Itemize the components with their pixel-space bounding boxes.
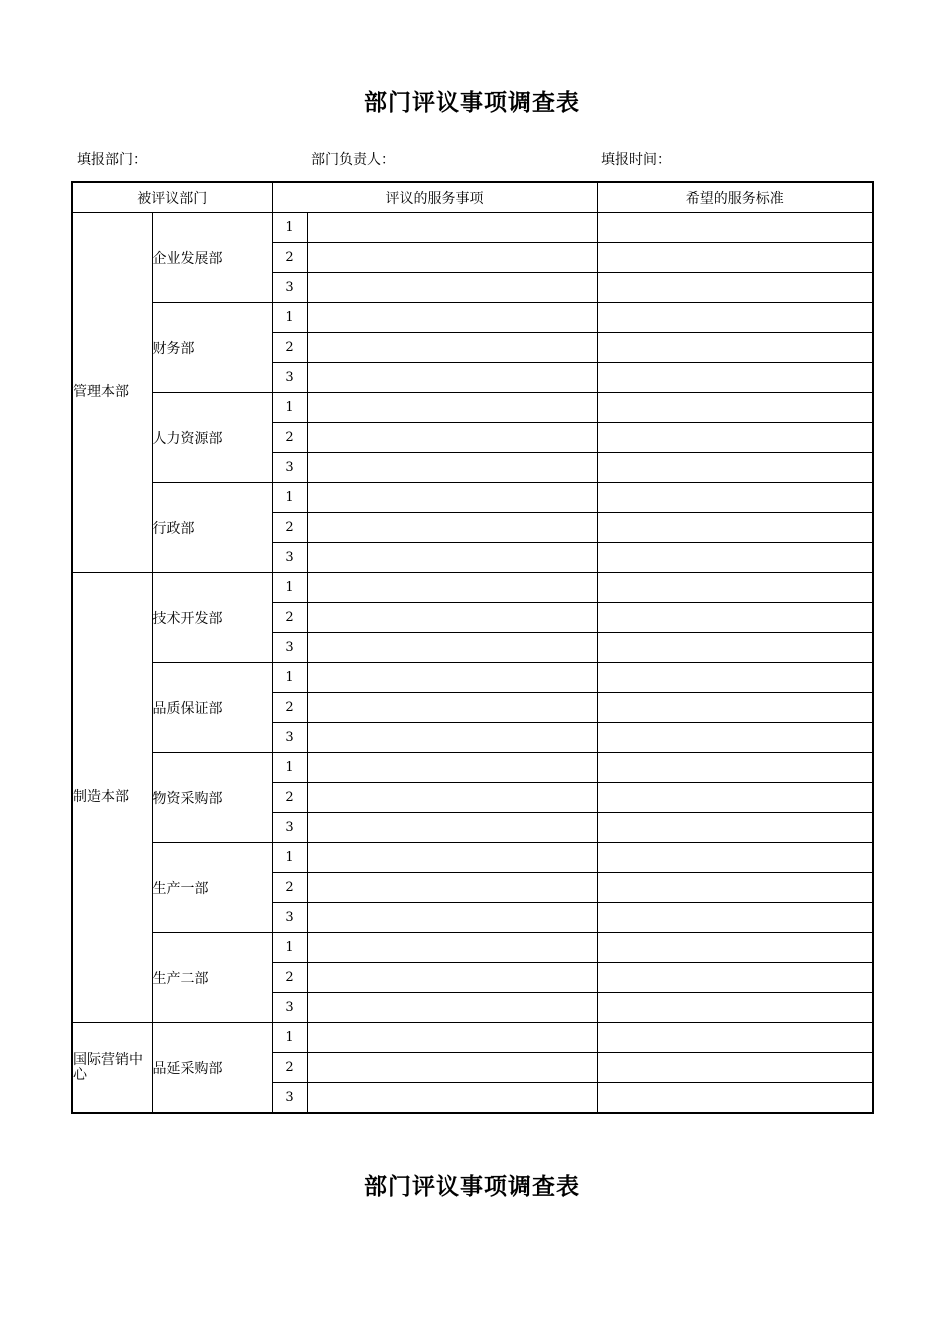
service-standard-input-cell[interactable]	[597, 543, 873, 573]
header-service-items: 评议的服务事项	[272, 182, 597, 213]
department-name-cell: 生产一部	[152, 843, 272, 933]
row-number-cell: 3	[272, 993, 307, 1023]
row-number-cell: 1	[272, 303, 307, 333]
service-item-input-cell[interactable]	[307, 843, 597, 873]
service-standard-input-cell[interactable]	[597, 903, 873, 933]
service-standard-input-cell[interactable]	[597, 213, 873, 243]
group-name-cell: 国际营销中心	[72, 1023, 152, 1114]
row-number-cell: 3	[272, 813, 307, 843]
service-item-input-cell[interactable]	[307, 783, 597, 813]
row-number-cell: 3	[272, 273, 307, 303]
department-name-cell: 品延采购部	[152, 1023, 272, 1114]
row-number-cell: 3	[272, 363, 307, 393]
reporting-dept-label: 填报部门：	[77, 152, 147, 168]
group-name-cell: 制造本部	[72, 573, 152, 1023]
service-standard-input-cell[interactable]	[597, 933, 873, 963]
service-item-input-cell[interactable]	[307, 213, 597, 243]
table-row	[72, 753, 873, 783]
service-item-input-cell[interactable]	[307, 753, 597, 783]
service-standard-input-cell[interactable]	[597, 573, 873, 603]
service-item-input-cell[interactable]	[307, 1023, 597, 1053]
row-number-cell: 1	[272, 573, 307, 603]
service-standard-input-cell[interactable]	[597, 303, 873, 333]
row-number-cell: 1	[272, 753, 307, 783]
row-number-cell: 1	[272, 213, 307, 243]
service-standard-input-cell[interactable]	[597, 453, 873, 483]
service-item-input-cell[interactable]	[307, 603, 597, 633]
row-number-cell: 3	[272, 1083, 307, 1114]
row-number-cell: 2	[272, 1053, 307, 1083]
service-item-input-cell[interactable]	[307, 333, 597, 363]
table-row	[72, 933, 873, 963]
service-standard-input-cell[interactable]	[597, 243, 873, 273]
service-item-input-cell[interactable]	[307, 453, 597, 483]
service-item-input-cell[interactable]	[307, 723, 597, 753]
table-row	[72, 573, 873, 603]
row-number-cell: 2	[272, 243, 307, 273]
service-item-input-cell[interactable]	[307, 363, 597, 393]
table-row	[72, 393, 873, 423]
service-standard-input-cell[interactable]	[597, 963, 873, 993]
survey-table-body	[72, 213, 873, 1114]
dept-head-label: 部门负责人：	[311, 152, 395, 168]
service-item-input-cell[interactable]	[307, 543, 597, 573]
service-standard-input-cell[interactable]	[597, 423, 873, 453]
department-name-cell: 财务部	[152, 303, 272, 393]
service-standard-input-cell[interactable]	[597, 753, 873, 783]
table-row	[72, 663, 873, 693]
header-evaluated-dept: 被评议部门	[72, 182, 272, 213]
service-item-input-cell[interactable]	[307, 243, 597, 273]
service-standard-input-cell[interactable]	[597, 783, 873, 813]
service-item-input-cell[interactable]	[307, 963, 597, 993]
row-number-cell: 2	[272, 873, 307, 903]
service-standard-input-cell[interactable]	[597, 993, 873, 1023]
report-time-label: 填报时间：	[601, 152, 671, 168]
row-number-cell: 1	[272, 393, 307, 423]
row-number-cell: 2	[272, 333, 307, 363]
service-standard-input-cell[interactable]	[597, 663, 873, 693]
department-name-cell: 企业发展部	[152, 213, 272, 303]
service-standard-input-cell[interactable]	[597, 393, 873, 423]
service-standard-input-cell[interactable]	[597, 483, 873, 513]
service-standard-input-cell[interactable]	[597, 363, 873, 393]
service-standard-input-cell[interactable]	[597, 333, 873, 363]
row-number-cell: 1	[272, 663, 307, 693]
service-standard-input-cell[interactable]	[597, 1023, 873, 1053]
row-number-cell: 1	[272, 843, 307, 873]
service-item-input-cell[interactable]	[307, 693, 597, 723]
service-item-input-cell[interactable]	[307, 303, 597, 333]
table-row	[72, 213, 873, 243]
service-standard-input-cell[interactable]	[597, 633, 873, 663]
service-standard-input-cell[interactable]	[597, 693, 873, 723]
table-row	[72, 303, 873, 333]
row-number-cell: 3	[272, 903, 307, 933]
row-number-cell: 1	[272, 933, 307, 963]
survey-table	[71, 181, 874, 1114]
service-standard-input-cell[interactable]	[597, 723, 873, 753]
service-item-input-cell[interactable]	[307, 903, 597, 933]
service-standard-input-cell[interactable]	[597, 813, 873, 843]
service-standard-input-cell[interactable]	[597, 273, 873, 303]
service-item-input-cell[interactable]	[307, 633, 597, 663]
department-name-cell: 技术开发部	[152, 573, 272, 663]
row-number-cell: 3	[272, 543, 307, 573]
row-number-cell: 3	[272, 723, 307, 753]
row-number-cell: 3	[272, 453, 307, 483]
department-name-cell: 行政部	[152, 483, 272, 573]
service-standard-input-cell[interactable]	[597, 1053, 873, 1083]
table-row	[72, 843, 873, 873]
service-standard-input-cell[interactable]	[597, 843, 873, 873]
service-item-input-cell[interactable]	[307, 393, 597, 423]
row-number-cell: 2	[272, 693, 307, 723]
department-name-cell: 品质保证部	[152, 663, 272, 753]
group-name-cell: 管理本部	[72, 213, 152, 573]
header-service-standard: 希望的服务标准	[597, 182, 873, 213]
service-item-input-cell[interactable]	[307, 573, 597, 603]
service-item-input-cell[interactable]	[307, 483, 597, 513]
row-number-cell: 2	[272, 963, 307, 993]
service-standard-input-cell[interactable]	[597, 603, 873, 633]
service-standard-input-cell[interactable]	[597, 513, 873, 543]
row-number-cell: 2	[272, 513, 307, 543]
row-number-cell: 2	[272, 783, 307, 813]
service-item-input-cell[interactable]	[307, 813, 597, 843]
department-name-cell: 生产二部	[152, 933, 272, 1023]
service-item-input-cell[interactable]	[307, 1083, 597, 1114]
row-number-cell: 1	[272, 483, 307, 513]
service-standard-input-cell[interactable]	[597, 1083, 873, 1114]
row-number-cell: 2	[272, 603, 307, 633]
table-header-row	[72, 182, 873, 213]
service-item-input-cell[interactable]	[307, 273, 597, 303]
service-item-input-cell[interactable]	[307, 933, 597, 963]
department-name-cell: 人力资源部	[152, 393, 272, 483]
service-item-input-cell[interactable]	[307, 1053, 597, 1083]
department-name-cell: 物资采购部	[152, 753, 272, 843]
service-item-input-cell[interactable]	[307, 663, 597, 693]
row-number-cell: 1	[272, 1023, 307, 1053]
row-number-cell: 3	[272, 633, 307, 663]
service-item-input-cell[interactable]	[307, 513, 597, 543]
row-number-cell: 2	[272, 423, 307, 453]
second-page-title: 部门评议事项调查表	[364, 1173, 580, 1200]
table-row	[72, 483, 873, 513]
service-standard-input-cell[interactable]	[597, 873, 873, 903]
service-item-input-cell[interactable]	[307, 423, 597, 453]
service-item-input-cell[interactable]	[307, 993, 597, 1023]
service-item-input-cell[interactable]	[307, 873, 597, 903]
page-title: 部门评议事项调查表	[364, 89, 580, 116]
table-row	[72, 1023, 873, 1053]
